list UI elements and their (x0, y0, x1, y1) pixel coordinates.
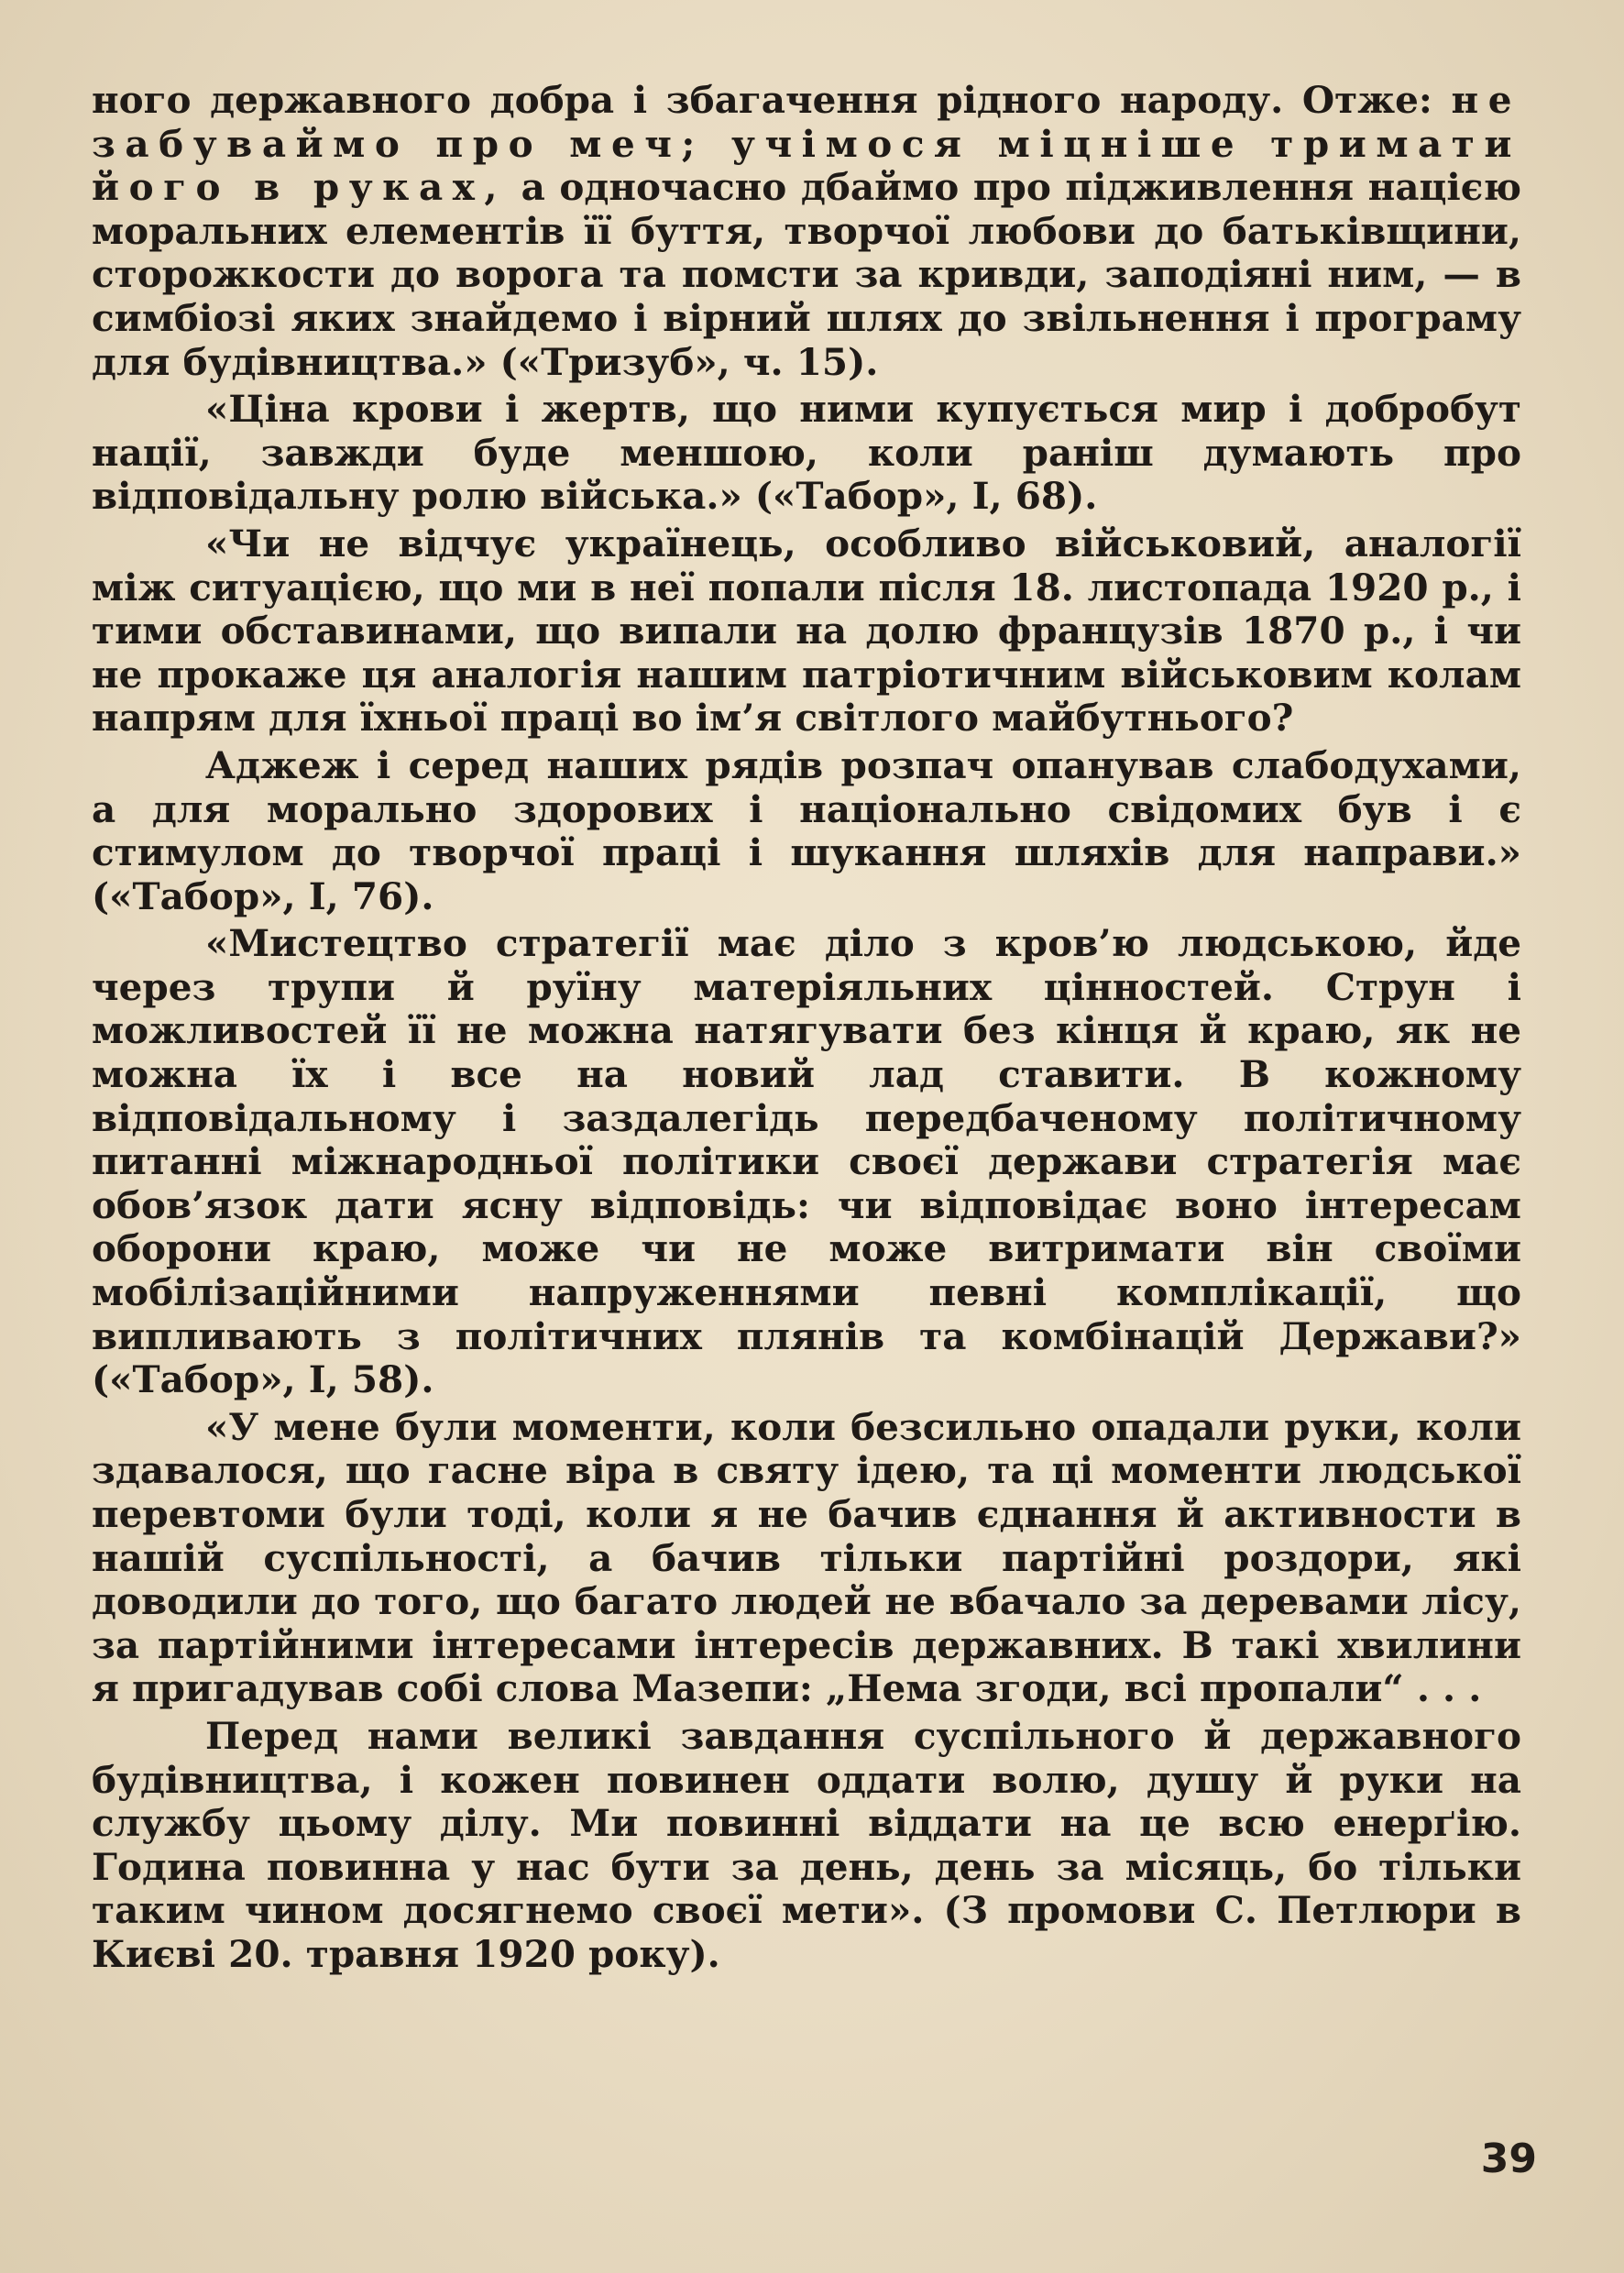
paragraph-3 (92, 522, 1521, 741)
text-run: «Мистецтво стратегії має діло з кров’ю людською, йде через трупи й руїну матеріяльних цінностей. Струн і можливостей її не можна натягувати без кінця й краю, як не можна їх і все на новий лад ставити. В кожному відповідальному і заздалегідь передбаченому політичному питанні міжнародньої політики своєї держави стратегія має обов’язок дати ясну відповідь: чи відповідає воно інтересам оборони краю, може чи не може витримати він своїми мобілізаційними напруженнями певні комплікації, що випливають з політичних плянів та комбінацій Держави?» («Табор», І, 58). (92, 921, 1521, 1402)
text-run: «Ціна крови і жертв, що ними купується мир і добробут нації, завжди буде меншою, коли раніш думають про відповідальну ролю війська.» («Табор», І, 68). (92, 387, 1521, 519)
paragraph-7 (92, 1715, 1521, 1977)
paragraph-5 (92, 922, 1521, 1402)
text-run: ного державного добра і збагачення рідного народу. Отже: (92, 78, 1452, 122)
text-run: Перед нами великі завдання суспільного й державного будівництва, і кожен повинен оддати волю, душу й руки на службу цьому ділу. Ми повинні віддати на це всю енерґію. Година повинна у нас бути за день, день за місяць, бо тільки таким чином досягнемо своєї мети». (З промови С. Петлюри в Києві 20. травня 1920 року). (92, 1713, 1521, 1976)
text-run: Аджеж і серед наших рядів розпач опанував слабодухами, а для морально здорових і національно свідомих був і є стимулом до творчої праці і шукання шляхів для направи.» («Табор», І, 76). (92, 742, 1521, 918)
paragraph-1 (92, 79, 1521, 384)
paragraph-4 (92, 744, 1521, 918)
page-number: 39 (1480, 2136, 1537, 2182)
emphasis-spaced-text: не забуваймо про меч; учімося міцніше тримати його в руках, (92, 78, 1521, 210)
paragraph-6 (92, 1406, 1521, 1711)
text-run: а одночасно дбаймо про підживлення нацією моральних елементів її буття, творчої любови до батьківщини, сторожкости до ворога та помсти за кривди, заподіяні ним, — в симбіозі яких знайдемо і вірний шлях до звільнення і програму для будівництва.» («Тризуб», ч. 15). (92, 165, 1521, 384)
text-run: «У мене були моменти, коли безсильно опадали руки, коли здавалося, що гасне віра в святу ідею, та ці моменти людської перевтоми були тоді, коли я не бачив єднання й активности в нашій суспільності, а бачив тільки партійні роздори, які доводили до того, що багато людей не вбачало за деревами лісу, за партійними інтересами інтересів державних. В такі хвилини я пригадував собі слова Мазепи: „Нема згоди, всі пропали“ . . . (92, 1404, 1521, 1711)
body-text (92, 79, 1521, 1977)
text-run: «Чи не відчує українець, особливо військовий, аналогії між ситуацією, що ми в неї попали після 18. листопада 1920 р., і тими обставинами, що випали на долю французів 1870 р., і чи не прокаже ця аналогія нашим патріотичним військовим колам напрям для їхньої праці во ім’я світлого майбутнього? (92, 521, 1521, 741)
paragraph-2 (92, 388, 1521, 519)
